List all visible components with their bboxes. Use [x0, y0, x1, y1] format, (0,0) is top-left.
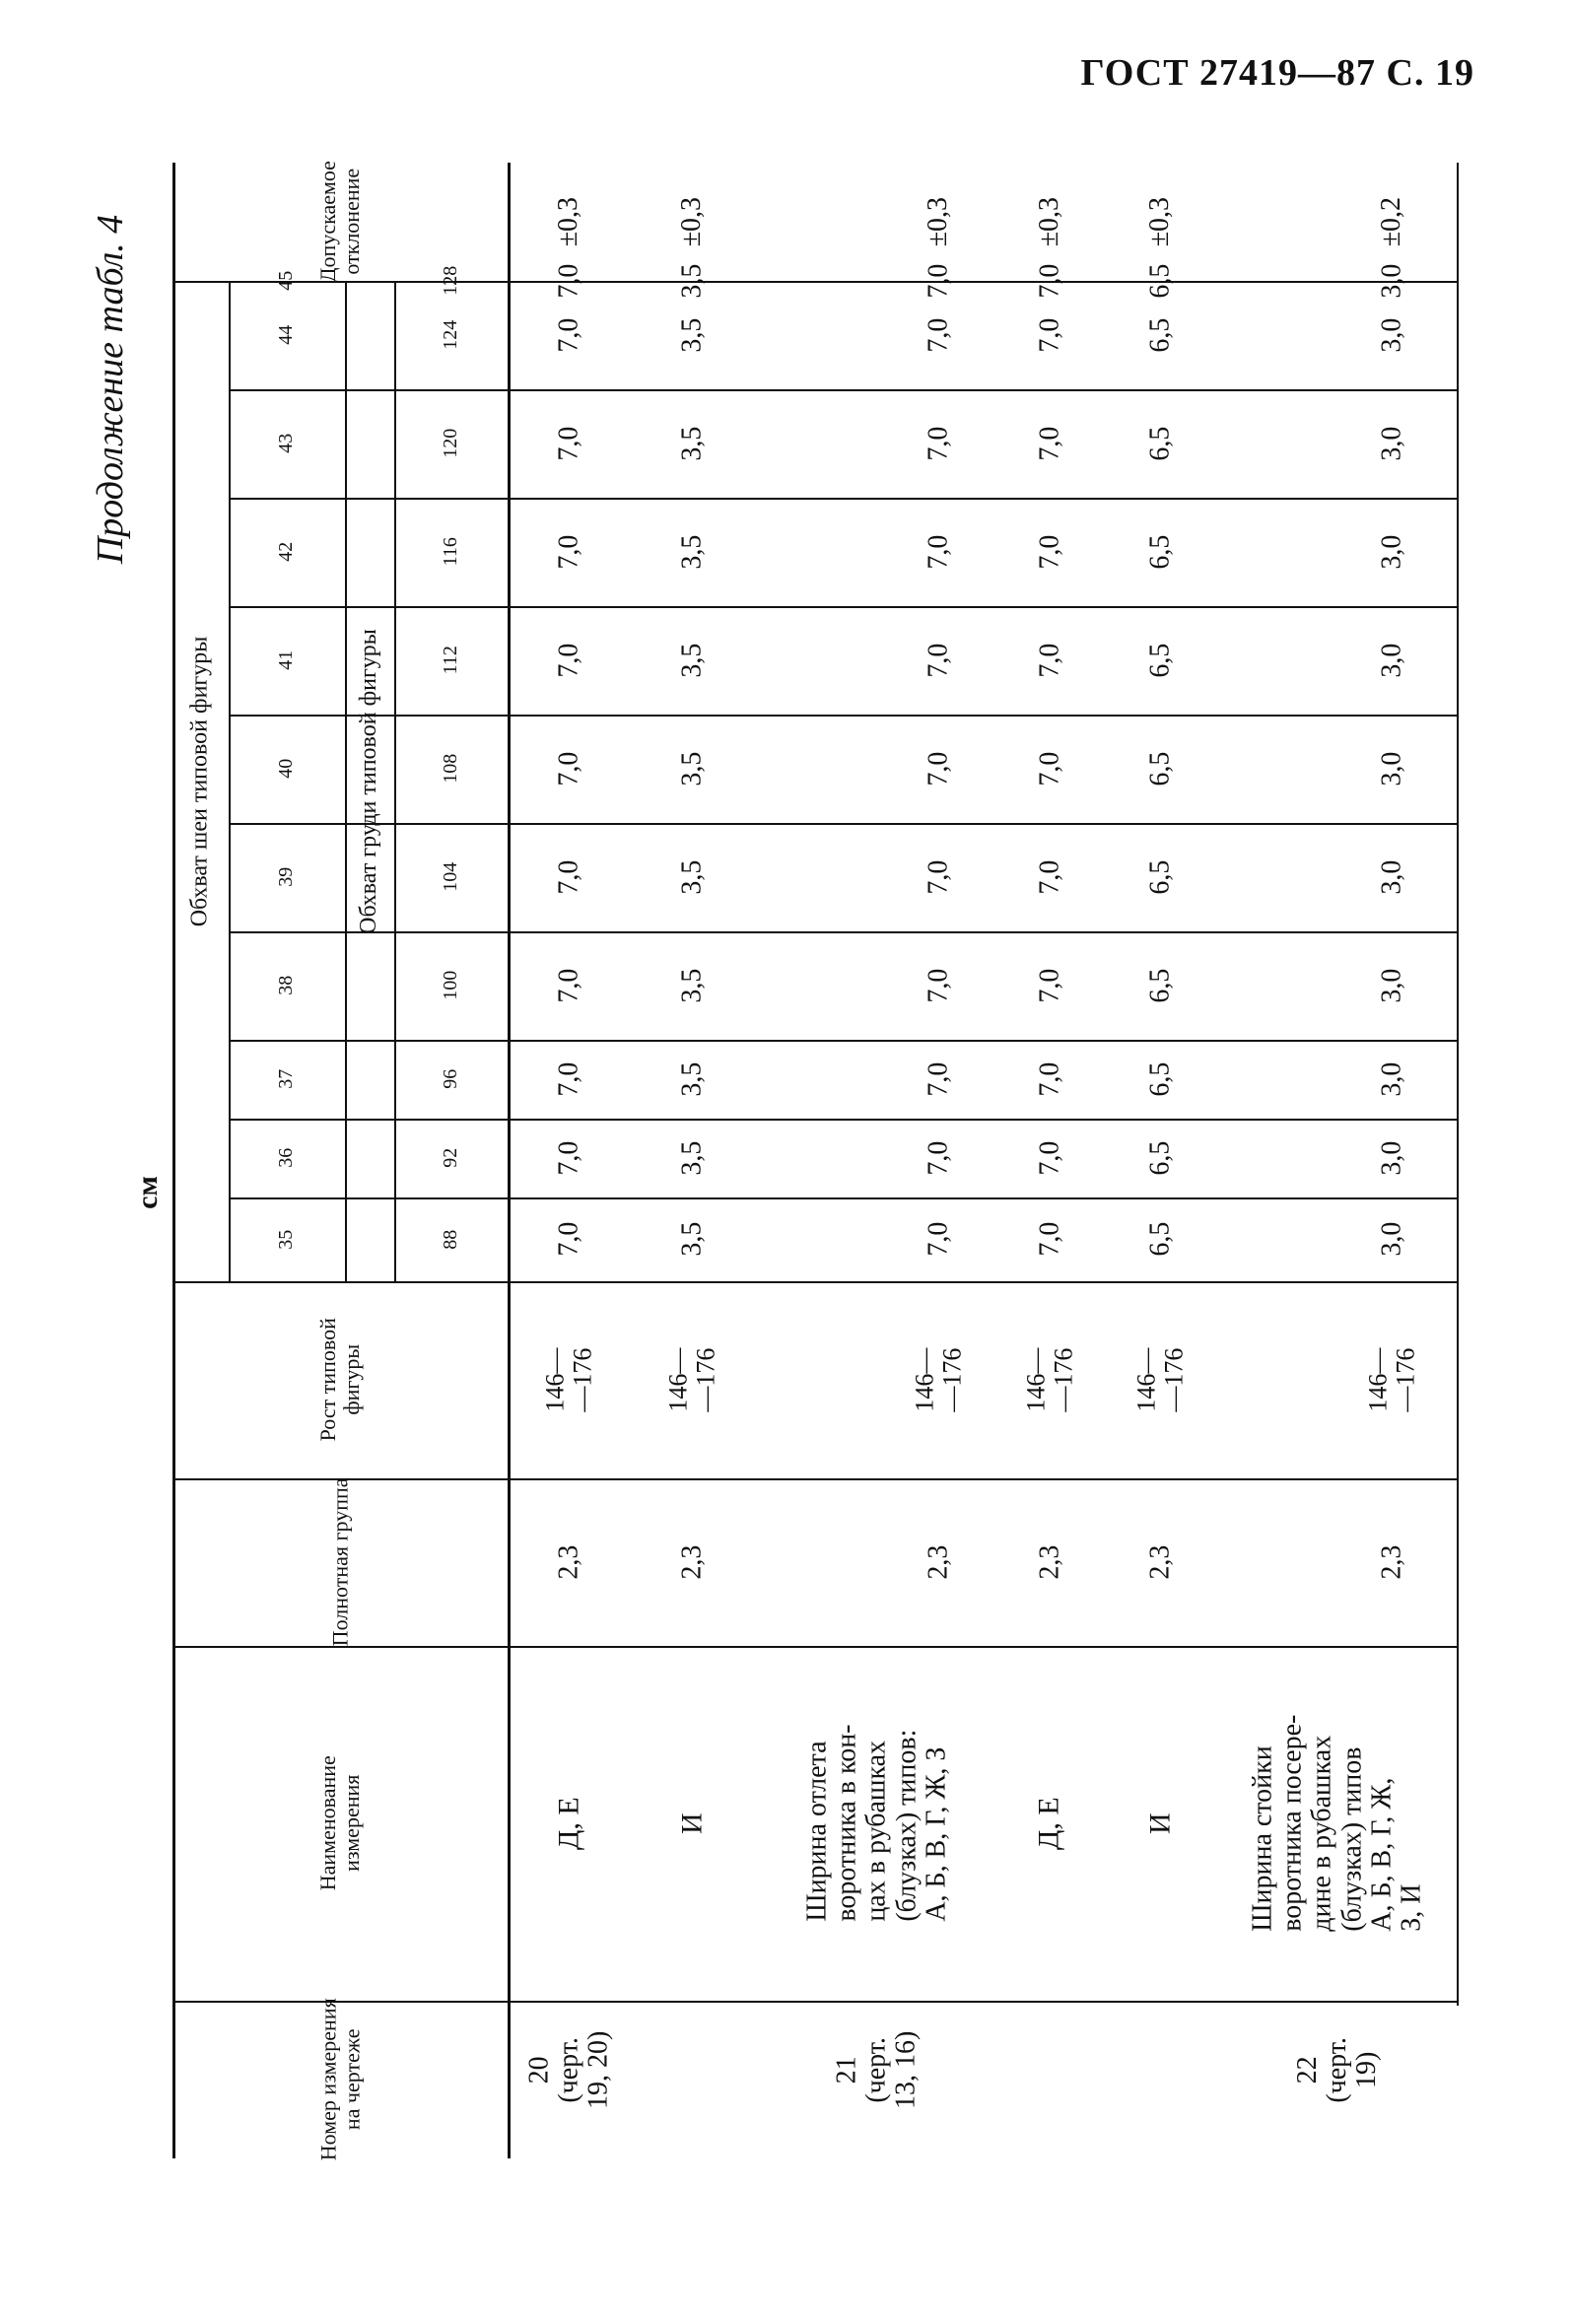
header-chest-group — [345, 281, 394, 1281]
row-value-text: 6,5 — [1144, 1221, 1176, 1257]
row-value — [508, 389, 631, 498]
header-tolerance — [182, 163, 498, 281]
chest-size-label — [394, 823, 508, 931]
row-name-text: Ширина отлета воротника в кон- цах в рубашках (блузках) типов: А, Б, В, Г, Ж, З — [801, 1724, 952, 1923]
neck-size-label — [229, 606, 345, 715]
row-fullness-text: 2,3 — [1144, 1544, 1176, 1580]
row-tolerance-text: ±0,2 — [1376, 196, 1407, 247]
row-value — [508, 606, 631, 715]
row-value-text: 3,5 — [676, 1061, 708, 1097]
row-value — [1099, 1119, 1222, 1197]
row-value-text: 7,0 — [923, 751, 954, 786]
row-value-text: 3,0 — [1376, 1221, 1407, 1257]
row-name-text: И — [1143, 1812, 1177, 1834]
row-value-text: 3,5 — [676, 643, 708, 678]
row-value — [1000, 1119, 1099, 1197]
row-value — [1000, 498, 1099, 606]
row-value — [1099, 389, 1222, 498]
neck-size-label — [229, 715, 345, 823]
row-value-text: 7,0 — [1033, 534, 1064, 570]
row-value-text: 7,0 — [553, 751, 584, 786]
row-value-text: 3,0 — [1376, 968, 1407, 1003]
row-value — [1331, 1197, 1454, 1281]
chest-size-label-text: 112 — [439, 646, 461, 675]
row-height-text: 146— —176 — [540, 1347, 597, 1412]
row-value — [877, 1119, 1000, 1197]
row-value-text: 7,0 — [1033, 1221, 1064, 1257]
row-value — [1099, 823, 1222, 931]
row-height-text: 146— —176 — [1363, 1347, 1420, 1412]
chest-size-label — [394, 498, 508, 606]
neck-size-label-text: 40 — [275, 759, 298, 779]
row-value — [508, 1040, 631, 1119]
row-number — [1227, 2011, 1449, 2129]
neck-size-label-text: 42 — [275, 542, 298, 562]
header-number — [182, 1998, 498, 2161]
row-value — [1099, 1197, 1222, 1281]
row-value — [631, 498, 754, 606]
row-value — [1000, 606, 1099, 715]
row-value-text: 3,0 — [1376, 1140, 1407, 1176]
header-name-text: Наименование измерения — [315, 1755, 364, 1891]
row-value-text: 7,0 — [1033, 968, 1064, 1003]
chest-size-label-text: 128 — [439, 266, 461, 296]
row-name-text: Д, Е — [1032, 1797, 1065, 1850]
row-height-text: 146— —176 — [910, 1347, 967, 1412]
row-value — [877, 931, 1000, 1040]
neck-size-label-text: 37 — [275, 1069, 298, 1089]
row-name — [1005, 1656, 1094, 1991]
row-value — [1099, 931, 1222, 1040]
row-value-text: 7,0 — [553, 859, 584, 895]
row-fullness — [877, 1478, 1000, 1646]
header-fullness-text: Полнотная группа — [327, 1477, 353, 1647]
row-value — [1331, 1040, 1454, 1119]
row-value-text: 7,0 — [553, 534, 584, 570]
row-value-text: 7,0 — [553, 1061, 584, 1097]
row-value — [508, 931, 631, 1040]
chest-size-label-text: 88 — [439, 1229, 461, 1250]
row-fullness-text: 2,3 — [923, 1544, 954, 1580]
chest-size-label — [394, 931, 508, 1040]
neck-size-label-text: 35 — [275, 1229, 298, 1250]
row-height — [1331, 1281, 1454, 1478]
row-tolerance — [1331, 163, 1454, 281]
row-value — [877, 823, 1000, 931]
header-neck-group-text: Обхват шеи типовой фигуры — [186, 636, 213, 926]
header-height — [182, 1281, 498, 1478]
row-value-text: 6,5 — [1144, 426, 1176, 461]
row-tolerance-text: ±0,3 — [1033, 196, 1064, 247]
row-fullness — [631, 1478, 754, 1646]
neck-size-label — [229, 1119, 345, 1197]
row-name — [636, 1656, 749, 1991]
row-value-text: 3,5 — [676, 859, 708, 895]
row-height — [508, 1281, 631, 1478]
row-value-text: 7,0 — [1033, 1140, 1064, 1176]
page-header: ГОСТ 27419—87 С. 19 — [1080, 52, 1474, 94]
row-value-text: 7,0 — [923, 426, 954, 461]
row-value — [1331, 715, 1454, 823]
row-value-text: 7,0 — [923, 1061, 954, 1097]
row-value — [508, 823, 631, 931]
row-value — [877, 715, 1000, 823]
row-value-text: 3,5 — [676, 1221, 708, 1257]
chest-size-label-text: 92 — [439, 1148, 461, 1168]
chest-size-label — [394, 1040, 508, 1119]
row-number-text: 20 (черт. 19, 20) — [523, 2030, 614, 2109]
row-value — [631, 823, 754, 931]
row-value-text: 3,5 — [676, 1140, 708, 1176]
neck-size-label — [229, 389, 345, 498]
neck-size-label-text: 38 — [275, 976, 298, 995]
header-tolerance-text: Допускаемое отклонение — [315, 161, 364, 283]
row-value — [631, 389, 754, 498]
row-value — [508, 715, 631, 823]
chest-size-label-text: 104 — [439, 862, 461, 892]
row-value-text: 3,5 — [676, 534, 708, 570]
row-height — [877, 1281, 1000, 1478]
neck-size-label-text: 44 — [275, 325, 298, 345]
row-value-text: 6,5 — [1144, 968, 1176, 1003]
row-value — [1099, 498, 1222, 606]
row-value-text: 7,0 — [923, 1221, 954, 1257]
row-value-text: 3,5 — [676, 263, 708, 299]
row-value — [1000, 715, 1099, 823]
table-end-rule — [1457, 163, 1459, 2006]
row-value-text: 3,0 — [1376, 1061, 1407, 1097]
row-value-text: 7,0 — [1033, 643, 1064, 678]
row-height — [1000, 1281, 1099, 1478]
row-value-text: 6,5 — [1144, 1140, 1176, 1176]
row-value-text: 3,0 — [1376, 751, 1407, 786]
neck-size-label — [229, 823, 345, 931]
header-number-text: Номер измерения на чертеже — [315, 1998, 364, 2161]
row-value-text: 6,5 — [1144, 859, 1176, 895]
row-value — [1099, 606, 1222, 715]
neck-size-label-text: 43 — [275, 434, 298, 453]
row-value-text: 7,0 — [923, 643, 954, 678]
row-value-text: 7,0 — [1033, 751, 1064, 786]
row-value-text: 6,5 — [1144, 317, 1176, 353]
chest-size-label — [394, 389, 508, 498]
row-value — [1099, 1040, 1222, 1119]
row-value-text: 7,0 — [1033, 859, 1064, 895]
row-value — [508, 498, 631, 606]
row-tolerance — [508, 163, 631, 281]
row-value-text: 6,5 — [1144, 751, 1176, 786]
row-value-text: 7,0 — [1033, 1061, 1064, 1097]
neck-size-label — [229, 931, 345, 1040]
neck-size-label — [229, 1040, 345, 1119]
row-value-text: 3,0 — [1376, 317, 1407, 353]
row-name-text: Ширина стойки воротника посере- дине в рубашках (блузках) типов А, Б, В, Г, Ж, З, И — [1247, 1714, 1427, 1933]
unit-label: см — [131, 1176, 164, 1209]
row-value — [631, 1040, 754, 1119]
row-value — [1000, 1040, 1099, 1119]
chest-size-label-text: 120 — [439, 429, 461, 458]
row-tolerance — [1099, 163, 1222, 281]
chest-size-label — [394, 1197, 508, 1281]
chest-size-label — [394, 281, 508, 389]
row-tolerance-text: ±0,3 — [923, 196, 954, 247]
row-value-text: 7,0 — [1033, 263, 1064, 299]
chest-size-label — [394, 715, 508, 823]
row-value — [631, 715, 754, 823]
neck-size-label-text: 39 — [275, 867, 298, 887]
row-fullness-text: 2,3 — [1376, 1544, 1407, 1580]
row-value — [1331, 389, 1454, 498]
row-value-text: 6,5 — [1144, 263, 1176, 299]
chest-size-label-text: 108 — [439, 754, 461, 784]
row-value-text: 3,0 — [1376, 859, 1407, 895]
row-tolerance — [877, 163, 1000, 281]
row-name — [1227, 1656, 1449, 1991]
row-value-text: 7,0 — [553, 1221, 584, 1257]
neck-size-label — [229, 1197, 345, 1281]
row-height — [1099, 1281, 1222, 1478]
row-value — [1331, 606, 1454, 715]
row-value — [877, 1040, 1000, 1119]
row-value-text: 6,5 — [1144, 534, 1176, 570]
row-name-text: И — [675, 1812, 709, 1834]
row-number — [759, 2011, 995, 2129]
chest-size-label-text: 124 — [439, 320, 461, 350]
row-value — [631, 1119, 754, 1197]
row-name — [1104, 1656, 1217, 1991]
header-chest-group-text: Обхват груди типовой фигуры — [356, 628, 382, 934]
chest-size-label-text: 116 — [439, 537, 461, 567]
row-value — [1331, 823, 1454, 931]
row-fullness — [1099, 1478, 1222, 1646]
row-value-text: 7,0 — [923, 317, 954, 353]
row-value-text: 7,0 — [1033, 317, 1064, 353]
row-value — [1331, 1119, 1454, 1197]
row-value-text: 3,5 — [676, 968, 708, 1003]
row-value-text: 6,5 — [1144, 643, 1176, 678]
row-value — [1331, 931, 1454, 1040]
row-value-text: 7,0 — [553, 643, 584, 678]
row-value-text: 7,0 — [923, 534, 954, 570]
row-value — [1000, 823, 1099, 931]
row-value-text: 3,0 — [1376, 643, 1407, 678]
row-number-text: 21 (черт. 13, 16) — [831, 2030, 923, 2109]
row-value-text: 7,0 — [923, 263, 954, 299]
row-value — [877, 498, 1000, 606]
row-value-text: 7,0 — [923, 1140, 954, 1176]
row-value-text: 3,5 — [676, 426, 708, 461]
row-tolerance-text: ±0,3 — [1144, 196, 1176, 247]
row-value — [508, 1119, 631, 1197]
row-value-text: 3,5 — [676, 317, 708, 353]
row-fullness-text: 2,3 — [676, 1544, 708, 1580]
row-number — [513, 2011, 626, 2129]
header-neck-group — [172, 281, 229, 1281]
row-value — [1099, 715, 1222, 823]
row-value — [1000, 931, 1099, 1040]
row-tolerance-text: ±0,3 — [553, 196, 584, 247]
neck-size-label-text: 41 — [275, 650, 298, 670]
row-value — [1331, 498, 1454, 606]
row-value-text: 7,0 — [553, 968, 584, 1003]
row-value-text: 3,5 — [676, 751, 708, 786]
chest-size-label-text: 100 — [439, 971, 461, 1000]
row-height-text: 146— —176 — [663, 1347, 720, 1412]
row-tolerance — [631, 163, 754, 281]
header-name — [182, 1646, 498, 2001]
chest-size-label-text: 96 — [439, 1069, 461, 1089]
row-value-text: 7,0 — [553, 1140, 584, 1176]
row-value — [877, 1197, 1000, 1281]
row-value — [631, 931, 754, 1040]
row-value — [631, 606, 754, 715]
row-fullness — [1331, 1478, 1454, 1646]
row-name-text: Д, Е — [552, 1797, 585, 1850]
header-fullness — [182, 1478, 498, 1646]
row-value — [877, 606, 1000, 715]
row-value-text: 3,0 — [1376, 426, 1407, 461]
row-fullness-text: 2,3 — [553, 1544, 584, 1580]
row-fullness — [1000, 1478, 1099, 1646]
chest-size-label — [394, 1119, 508, 1197]
row-value-text: 7,0 — [923, 968, 954, 1003]
row-value-text: 6,5 — [1144, 1061, 1176, 1097]
row-value-text: 7,0 — [923, 859, 954, 895]
header-height-text: Рост типовой фигуры — [315, 1318, 364, 1442]
row-value-text: 3,0 — [1376, 263, 1407, 299]
row-value — [877, 389, 1000, 498]
row-value-text: 7,0 — [1033, 426, 1064, 461]
row-value — [1000, 1197, 1099, 1281]
row-tolerance-text: ±0,3 — [676, 196, 708, 247]
row-value-text: 7,0 — [553, 317, 584, 353]
row-fullness-text: 2,3 — [1033, 1544, 1064, 1580]
table-caption: Продолжение табл. 4 — [90, 214, 131, 565]
chest-size-label — [394, 606, 508, 715]
row-value — [1000, 389, 1099, 498]
neck-size-label-text: 45 — [275, 271, 298, 291]
neck-size-label-text: 36 — [275, 1148, 298, 1168]
row-tolerance — [1000, 163, 1099, 281]
row-name — [759, 1656, 995, 1991]
row-height — [631, 1281, 754, 1478]
neck-size-label — [229, 498, 345, 606]
row-value-text: 3,0 — [1376, 534, 1407, 570]
row-number-text: 22 (черт. 19) — [1292, 2036, 1383, 2103]
row-value — [508, 1197, 631, 1281]
row-height-text: 146— —176 — [1131, 1347, 1189, 1412]
row-value-text: 7,0 — [553, 263, 584, 299]
row-value-text: 7,0 — [553, 426, 584, 461]
row-fullness — [508, 1478, 631, 1646]
neck-size-label — [229, 281, 345, 389]
row-height-text: 146— —176 — [1020, 1347, 1077, 1412]
row-value — [631, 1197, 754, 1281]
row-name — [513, 1656, 626, 1991]
